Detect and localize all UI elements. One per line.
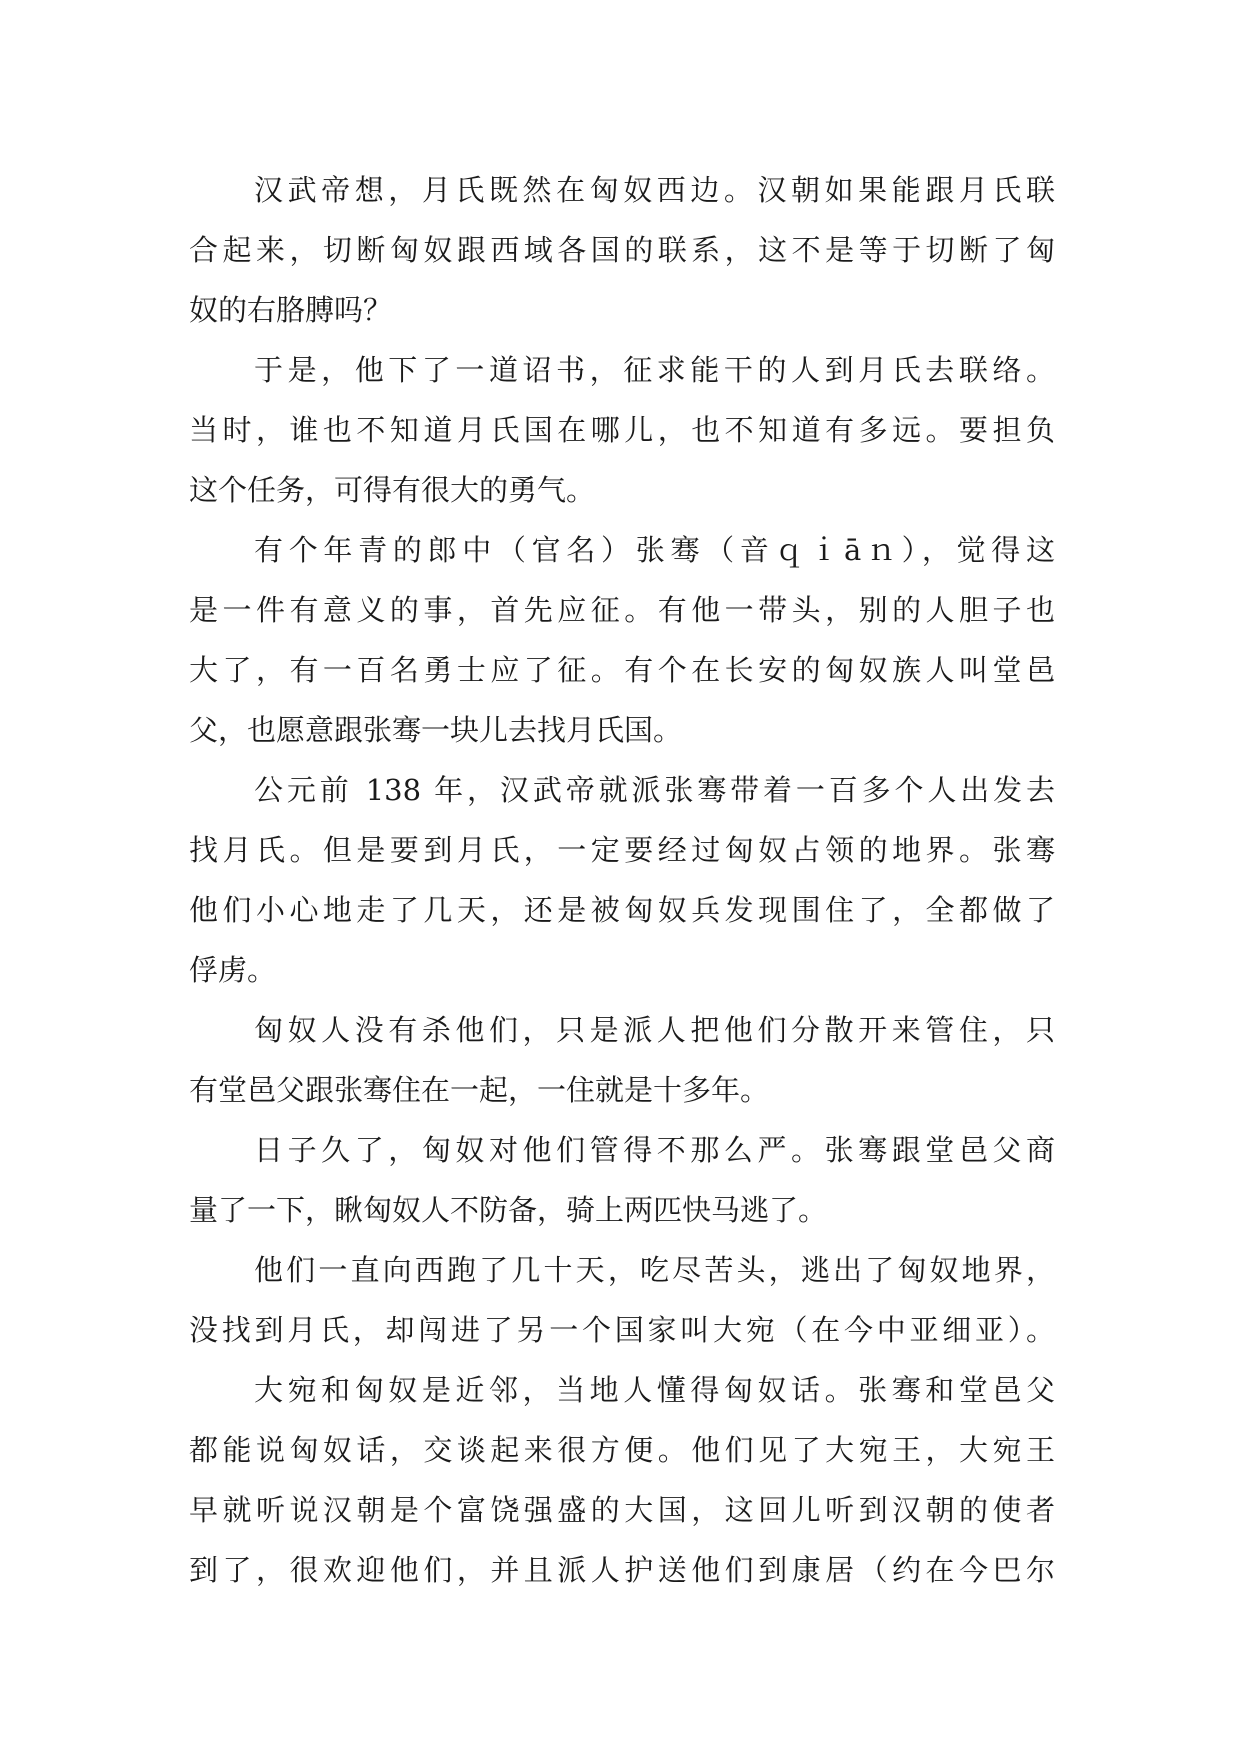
paragraph — [189, 760, 1055, 1000]
paragraph — [189, 160, 1055, 340]
paragraph-line: 大了，有一百名勇士应了征。有个在长安的匈奴族人叫堂邑 — [189, 653, 1055, 687]
paragraph-line: 有堂邑父跟张骞住在一起，一住就是十多年。 — [189, 1073, 770, 1107]
paragraph-line: 于是，他下了一道诏书，征求能干的人到月氏去联络。 — [254, 353, 1055, 387]
paragraph-line: 量了一下，瞅匈奴人不防备，骑上两匹快马逃了。 — [189, 1193, 828, 1227]
paragraph — [189, 1120, 1055, 1240]
paragraph-line: 没找到月氏，却闯进了另一个国家叫大宛（在今中亚细亚）。 — [189, 1313, 1055, 1347]
paragraph-line: 合起来，切断匈奴跟西域各国的联系，这不是等于切断了匈 — [189, 233, 1055, 267]
paragraph — [189, 1240, 1055, 1360]
paragraph-line: 找月氏。但是要到月氏，一定要经过匈奴占领的地界。张骞 — [189, 833, 1055, 867]
paragraph-line: 有个年青的郎中（官名）张骞（音ｑｉāｎ），觉得这 — [254, 533, 1055, 567]
paragraph — [189, 340, 1055, 520]
paragraph-line: 奴的右胳膊吗？ — [189, 293, 393, 327]
paragraph-line: 这个任务，可得有很大的勇气。 — [189, 473, 596, 507]
paragraph-line: 当时，谁也不知道月氏国在哪儿，也不知道有多远。要担负 — [189, 413, 1055, 447]
paragraph-line: 父，也愿意跟张骞一块儿去找月氏国。 — [189, 713, 683, 747]
paragraph-line: 早就听说汉朝是个富饶强盛的大国，这回儿听到汉朝的使者 — [189, 1493, 1055, 1527]
paragraph-line: 都能说匈奴话，交谈起来很方便。他们见了大宛王，大宛王 — [189, 1433, 1055, 1467]
paragraph-line: 公元前 138 年，汉武帝就派张骞带着一百多个人出发去 — [254, 773, 1055, 807]
paragraph — [189, 520, 1055, 760]
paragraph-line: 日子久了，匈奴对他们管得不那么严。张骞跟堂邑父商 — [254, 1133, 1055, 1167]
document-body — [189, 160, 1055, 1600]
paragraph-line: 他们一直向西跑了几十天，吃尽苦头，逃出了匈奴地界， — [254, 1253, 1055, 1287]
paragraph-line: 匈奴人没有杀他们，只是派人把他们分散开来管住，只 — [254, 1013, 1055, 1047]
paragraph — [189, 1360, 1055, 1600]
paragraph — [189, 1000, 1055, 1120]
paragraph-line: 到了，很欢迎他们，并且派人护送他们到康居（约在今巴尔 — [189, 1553, 1055, 1587]
paragraph-line: 他们小心地走了几天，还是被匈奴兵发现围住了，全都做了 — [189, 893, 1055, 927]
paragraph-line: 汉武帝想，月氏既然在匈奴西边。汉朝如果能跟月氏联 — [254, 173, 1055, 207]
paragraph-line: 是一件有意义的事，首先应征。有他一带头，别的人胆子也 — [189, 593, 1055, 627]
paragraph-line: 俘虏。 — [189, 953, 277, 987]
paragraph-line: 大宛和匈奴是近邻，当地人懂得匈奴话。张骞和堂邑父 — [254, 1373, 1055, 1407]
